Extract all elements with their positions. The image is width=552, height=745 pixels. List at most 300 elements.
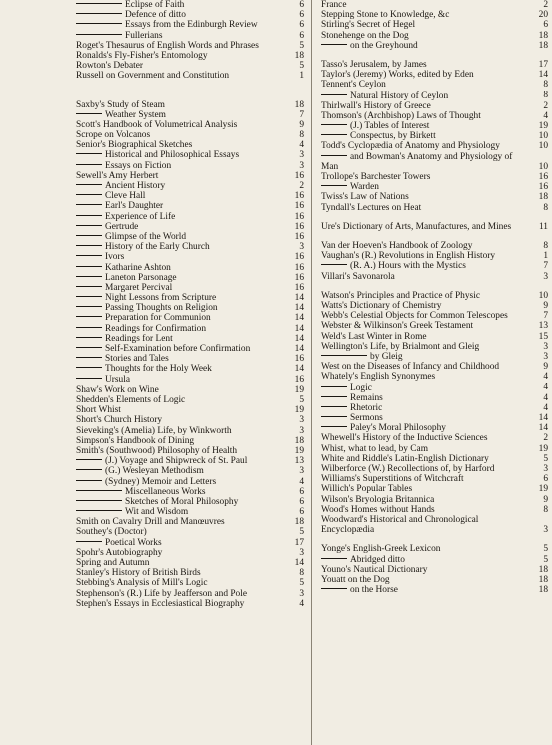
entry-title: [321, 544, 440, 554]
page-number: 18: [538, 192, 548, 203]
ditto-dash: [76, 367, 102, 368]
page-number: 3: [299, 415, 304, 426]
entry-title: [76, 385, 159, 395]
ditto-dash: [76, 327, 102, 328]
index-entry: [76, 497, 304, 507]
entry-title: [76, 140, 192, 150]
entry-title: [76, 61, 143, 71]
index-entry: [76, 487, 304, 497]
entry-title: [76, 31, 163, 41]
entry-text: on the Horse: [350, 585, 398, 596]
entry-title: [321, 241, 472, 251]
entry-title: [76, 242, 210, 252]
page-number: 13: [294, 456, 304, 467]
page-number: 16: [294, 262, 304, 273]
entry-text: Gertrude: [105, 221, 139, 232]
page-number: 7: [543, 261, 548, 272]
entry-title: [76, 20, 258, 30]
entry-text: Twiss's Law of Nations: [321, 192, 409, 203]
page-number: 14: [538, 70, 548, 81]
entry-title: [76, 10, 186, 20]
index-entry: [321, 251, 548, 261]
index-entry: [321, 565, 548, 575]
entry-title: [76, 599, 282, 609]
page-number: 16: [294, 354, 304, 365]
entry-title: [321, 515, 526, 535]
entry-text: Readings for Lent: [105, 333, 173, 344]
page-number: 2: [299, 181, 304, 192]
column-divider: [311, 0, 312, 745]
index-entry: [321, 70, 548, 80]
entry-text: Fullerians: [125, 30, 163, 41]
page-number: 3: [543, 271, 548, 282]
entry-title: [76, 293, 216, 303]
index-entry: [76, 252, 304, 262]
entry-text: Southey's (Doctor): [76, 527, 147, 538]
entry-title: [321, 0, 347, 10]
entry-text: Wellington's Life, by Brialmont and Gleig: [321, 341, 480, 352]
entry-title: [321, 192, 409, 202]
page-number: 8: [543, 241, 548, 251]
entry-title: [76, 405, 121, 415]
entry-text: Smith's (Southwood) Philosophy of Health: [76, 445, 238, 456]
entry-title: [321, 413, 383, 423]
page-number: 4: [299, 598, 304, 609]
ditto-dash: [321, 44, 347, 45]
index-entry: [76, 538, 304, 548]
index-entry: [321, 321, 548, 331]
page-number: 10: [538, 290, 548, 301]
entry-title: [321, 60, 427, 70]
index-entry: [76, 181, 304, 191]
entry-text: Wilson's Bryologia Britannica: [321, 494, 435, 505]
ditto-dash: [76, 194, 102, 195]
entry-title: [321, 474, 464, 484]
page-number: 18: [538, 40, 548, 51]
entry-text: Essays on Fiction: [105, 160, 172, 171]
page-number: 9: [543, 494, 548, 505]
entry-text: Short's Church History: [76, 415, 163, 426]
entry-text: Logic: [350, 382, 372, 393]
page-number: 8: [299, 568, 304, 579]
ditto-dash: [321, 134, 347, 135]
index-entry: [321, 515, 548, 535]
index-entry: [76, 20, 304, 30]
index-entry: [321, 182, 548, 192]
entry-text: Preparation for Communion: [105, 313, 211, 324]
entry-text: Self-Examination before Confirmation: [105, 344, 251, 355]
entry-title: [321, 301, 441, 311]
section-gap: [321, 213, 548, 222]
index-entry: [76, 456, 304, 466]
entry-title: [76, 466, 204, 476]
entry-text: and Bowman's Anatomy and Physiology of Man: [321, 151, 513, 172]
entry-text: Glimpse of the World: [105, 231, 187, 242]
page-number: 5: [543, 453, 548, 464]
page-number: 3: [299, 466, 304, 477]
entry-title: [76, 568, 201, 578]
page-number: 8: [299, 130, 304, 141]
entry-text: Defence of ditto: [125, 10, 186, 21]
entry-title: [321, 31, 409, 41]
entry-title: [321, 80, 386, 90]
section-gap: [321, 51, 548, 60]
page-number: 2: [543, 433, 548, 444]
entry-text: Scott's Handbook of Volumetrical Analysis: [76, 119, 238, 130]
entry-title: [76, 578, 208, 588]
entry-title: [76, 0, 184, 10]
index-entry: [321, 192, 548, 202]
page-number: 6: [299, 496, 304, 507]
page-number: 18: [294, 517, 304, 528]
page-number: 14: [294, 344, 304, 355]
page-number: 8: [543, 80, 548, 91]
ditto-dash: [321, 386, 347, 387]
index-entry: [321, 10, 548, 20]
entry-title: [321, 172, 430, 182]
index-entry: [76, 293, 304, 303]
entry-title: [321, 444, 428, 454]
entry-title: [76, 477, 216, 487]
index-entry: [76, 375, 304, 385]
page-number: 10: [538, 131, 548, 142]
index-entry: [321, 555, 548, 565]
entry-title: [321, 464, 526, 474]
page-number: 3: [299, 425, 304, 436]
entry-title: [76, 527, 147, 537]
page-number: 7: [543, 311, 548, 322]
entry-title: [76, 344, 282, 354]
index-entry: [321, 585, 548, 595]
ditto-dash: [76, 469, 102, 470]
entry-text: Rowton's Debater: [76, 61, 144, 72]
page-number: 18: [294, 435, 304, 446]
index-entry: [76, 303, 304, 313]
ditto-dash: [321, 355, 367, 356]
index-entry: [76, 212, 304, 222]
page-number: 18: [294, 50, 304, 61]
entry-text: Scrope on Volcanos: [76, 130, 151, 141]
index-entry: [76, 130, 304, 140]
ditto-dash: [321, 396, 347, 397]
index-entry: [321, 141, 548, 151]
entry-title: [321, 182, 379, 192]
section-gap: [321, 282, 548, 291]
page-number: 4: [543, 402, 548, 413]
entry-title: [321, 585, 398, 595]
index-entry: [76, 517, 304, 527]
page-number: 3: [543, 464, 548, 475]
page-number: 5: [299, 394, 304, 405]
entry-text: by Gleig: [370, 351, 403, 362]
index-entry: [76, 568, 304, 578]
page-number: 14: [294, 323, 304, 334]
entry-title: [76, 497, 282, 507]
index-entry: [321, 474, 548, 484]
index-entry: [76, 558, 304, 568]
page-number: 8: [543, 202, 548, 213]
entry-title: [321, 433, 526, 443]
entry-text: Trollope's Barchester Towers: [321, 172, 431, 183]
page-number: 17: [538, 59, 548, 70]
ditto-dash: [76, 276, 102, 277]
page-number: 14: [294, 303, 304, 314]
ditto-dash: [76, 357, 102, 358]
entry-title: [321, 484, 412, 494]
entry-title: [321, 575, 390, 585]
page-number: 16: [294, 170, 304, 181]
ditto-dash: [321, 416, 347, 417]
index-entry: [76, 426, 304, 436]
index-entry: [321, 222, 548, 232]
entry-text: Smith on Cavalry Drill and Manœuvres: [76, 517, 225, 528]
ditto-dash: [76, 164, 102, 165]
index-column-right: [321, 0, 548, 595]
index-entry: [76, 446, 304, 456]
ditto-dash: [76, 510, 122, 511]
index-entry: [76, 354, 304, 364]
index-entry: [321, 454, 548, 464]
ditto-dash: [321, 185, 347, 186]
index-entry: [321, 0, 548, 10]
entry-text: Readings for Confirmation: [105, 323, 207, 334]
entry-title: [321, 362, 526, 372]
index-entry: [321, 121, 548, 131]
ditto-dash: [76, 347, 102, 348]
entry-text: History of the Early Church: [105, 242, 210, 253]
index-entry: [321, 111, 548, 121]
entry-text: Whately's English Synonymes: [321, 372, 436, 383]
page-number: 3: [299, 242, 304, 253]
index-entry: [76, 61, 304, 71]
entry-text: White and Riddle's Latin-English Dictionary: [321, 453, 489, 464]
page-number: 3: [543, 525, 548, 536]
index-entry: [321, 372, 548, 382]
entry-text: Thirlwall's History of Greece: [321, 100, 431, 111]
entry-text: Sermons: [350, 413, 383, 424]
page-number: 16: [294, 272, 304, 283]
page-number: 16: [294, 211, 304, 222]
entry-text: Essays from the Edinburgh Review: [125, 20, 258, 31]
entry-text: Webb's Celestial Objects for Common Telescopes: [321, 311, 508, 322]
ditto-dash: [76, 337, 102, 338]
entry-text: Remains: [350, 392, 383, 403]
entry-title: [76, 212, 175, 222]
page-number: 6: [299, 0, 304, 10]
ditto-dash: [76, 204, 102, 205]
page-number: 19: [294, 445, 304, 456]
ditto-dash: [76, 3, 122, 4]
entry-text: Short Whist: [76, 405, 121, 416]
entry-title: [76, 538, 162, 548]
entry-title: [76, 324, 206, 334]
ditto-dash: [76, 500, 122, 501]
index-entry: [321, 544, 548, 554]
entry-title: [76, 313, 211, 323]
page-number: 4: [543, 392, 548, 403]
entry-title: [76, 426, 282, 436]
entry-title: [321, 393, 383, 403]
ditto-dash: [321, 155, 347, 156]
page-number: 19: [538, 484, 548, 495]
entry-text: Woodward's Historical and Chronological Encyclopædia: [321, 514, 479, 536]
entry-title: [76, 375, 130, 385]
entry-title: [76, 263, 171, 273]
index-entry: [76, 324, 304, 334]
index-entry: [321, 272, 548, 282]
index-entry: [76, 201, 304, 211]
entry-text: Ure's Dictionary of Arts, Manufactures, and Mines: [321, 221, 512, 232]
index-entry: [76, 10, 304, 20]
entry-text: Thoughts for the Holy Week: [105, 364, 212, 375]
entry-title: [321, 342, 526, 352]
index-entry: [76, 477, 304, 487]
page-number: 14: [294, 333, 304, 344]
index-entry: [76, 100, 304, 110]
index-entry: [321, 80, 548, 90]
index-entry: [321, 484, 548, 494]
entry-text: Williams's Superstitions of Witchcraft: [321, 474, 464, 485]
index-entry: [321, 152, 548, 172]
page-number: 5: [299, 578, 304, 589]
entry-title: [321, 101, 431, 111]
entry-text: Spohr's Autobiography: [76, 547, 163, 558]
ditto-dash: [76, 153, 102, 154]
entry-title: [76, 232, 186, 242]
entry-title: [321, 70, 474, 80]
entry-title: [321, 272, 395, 282]
ditto-dash: [76, 459, 102, 460]
entry-title: [321, 555, 405, 565]
entry-title: [76, 415, 162, 425]
index-entry: [321, 505, 548, 515]
page-number: 19: [538, 121, 548, 132]
index-entry: [76, 242, 304, 252]
entry-text: on the Greyhound: [350, 40, 418, 51]
entry-title: [321, 311, 526, 321]
entry-text: Experience of Life: [105, 211, 176, 222]
entry-text: Taylor's (Jeremy) Works, edited by Eden: [321, 70, 474, 81]
entry-text: Laneton Parsonage: [105, 272, 177, 283]
page-number: 4: [299, 476, 304, 487]
index-entry: [76, 41, 304, 51]
index-entry: [76, 589, 304, 599]
page-number: 3: [543, 351, 548, 362]
index-entry: [76, 120, 304, 130]
entry-text: Margaret Percival: [105, 282, 173, 293]
section-gap: [76, 91, 304, 100]
entry-text: Paley's Moral Philosophy: [350, 423, 446, 434]
entry-text: Todd's Cyclopædia of Anatomy and Physiology: [321, 141, 500, 152]
page-number: 6: [299, 10, 304, 21]
page-number: 19: [294, 384, 304, 395]
ditto-dash: [321, 94, 347, 95]
entry-title: [76, 273, 177, 283]
entry-text: Stirling's Secret of Hegel: [321, 20, 416, 31]
entry-title: [76, 71, 229, 81]
entry-text: Wit and Wisdom: [125, 507, 189, 518]
page-number: 9: [543, 300, 548, 311]
ditto-dash: [76, 296, 102, 297]
index-entry: [321, 41, 548, 51]
entry-title: [321, 332, 427, 342]
entry-title: [76, 110, 166, 120]
entry-text: Tasso's Jerusalem, by James: [321, 59, 427, 70]
entry-text: Wilberforce (W.) Recollections of, by Harford: [321, 464, 495, 475]
entry-title: [321, 111, 481, 121]
index-entry: [76, 344, 304, 354]
entry-title: [321, 20, 415, 30]
page-number: 16: [294, 282, 304, 293]
entry-title: [321, 454, 526, 464]
ditto-dash: [321, 558, 347, 559]
ditto-dash: [76, 316, 102, 317]
index-entry: [76, 51, 304, 61]
index-entry: [76, 405, 304, 415]
page-number: 16: [294, 252, 304, 263]
ditto-dash: [76, 255, 102, 256]
entry-text: Miscellaneous Works: [125, 486, 206, 497]
ditto-dash: [76, 378, 102, 379]
page-number: 16: [538, 172, 548, 183]
page-number: 14: [294, 364, 304, 375]
index-entry: [321, 352, 548, 362]
entry-text: (Sydney) Memoir and Letters: [105, 476, 217, 487]
entry-title: [76, 161, 171, 171]
entry-text: Earl's Daughter: [105, 201, 164, 212]
entry-text: Passing Thoughts on Religion: [105, 303, 218, 314]
entry-title: [76, 120, 237, 130]
index-entry: [76, 171, 304, 181]
entry-text: Warden: [350, 182, 379, 193]
page-number: 5: [543, 544, 548, 555]
page-number: 4: [543, 110, 548, 121]
index-entry: [321, 291, 548, 301]
page-number: 14: [294, 313, 304, 324]
index-entry: [76, 263, 304, 273]
page-number: 2: [543, 0, 548, 10]
ditto-dash: [76, 235, 102, 236]
entry-text: Shaw's Work on Wine: [76, 384, 159, 395]
page-number: 3: [299, 150, 304, 161]
entry-text: (R. A.) Hours with the Mystics: [350, 261, 466, 272]
index-entry: [76, 415, 304, 425]
entry-title: [321, 352, 403, 362]
page-number: 2: [543, 100, 548, 111]
ditto-dash: [321, 124, 347, 125]
entry-text: Abridged ditto: [350, 554, 405, 565]
page-number: 16: [294, 231, 304, 242]
page-number: 9: [543, 362, 548, 373]
index-entry: [321, 20, 548, 30]
entry-title: [321, 423, 446, 433]
entry-title: [76, 395, 185, 405]
index-entry: [321, 101, 548, 111]
entry-title: [76, 456, 282, 466]
index-entry: [76, 599, 304, 609]
page-number: 14: [538, 413, 548, 424]
index-entry: [76, 110, 304, 120]
entry-text: Katharine Ashton: [105, 262, 171, 273]
page-number: 15: [538, 331, 548, 342]
page-number: 3: [299, 547, 304, 558]
entry-text: Spring and Autumn: [76, 558, 150, 569]
entry-text: Shedden's Elements of Logic: [76, 394, 186, 405]
entry-text: Stanley's History of British Birds: [76, 568, 201, 579]
index-entry: [76, 150, 304, 160]
page-number: 3: [299, 588, 304, 599]
entry-title: [76, 130, 150, 140]
